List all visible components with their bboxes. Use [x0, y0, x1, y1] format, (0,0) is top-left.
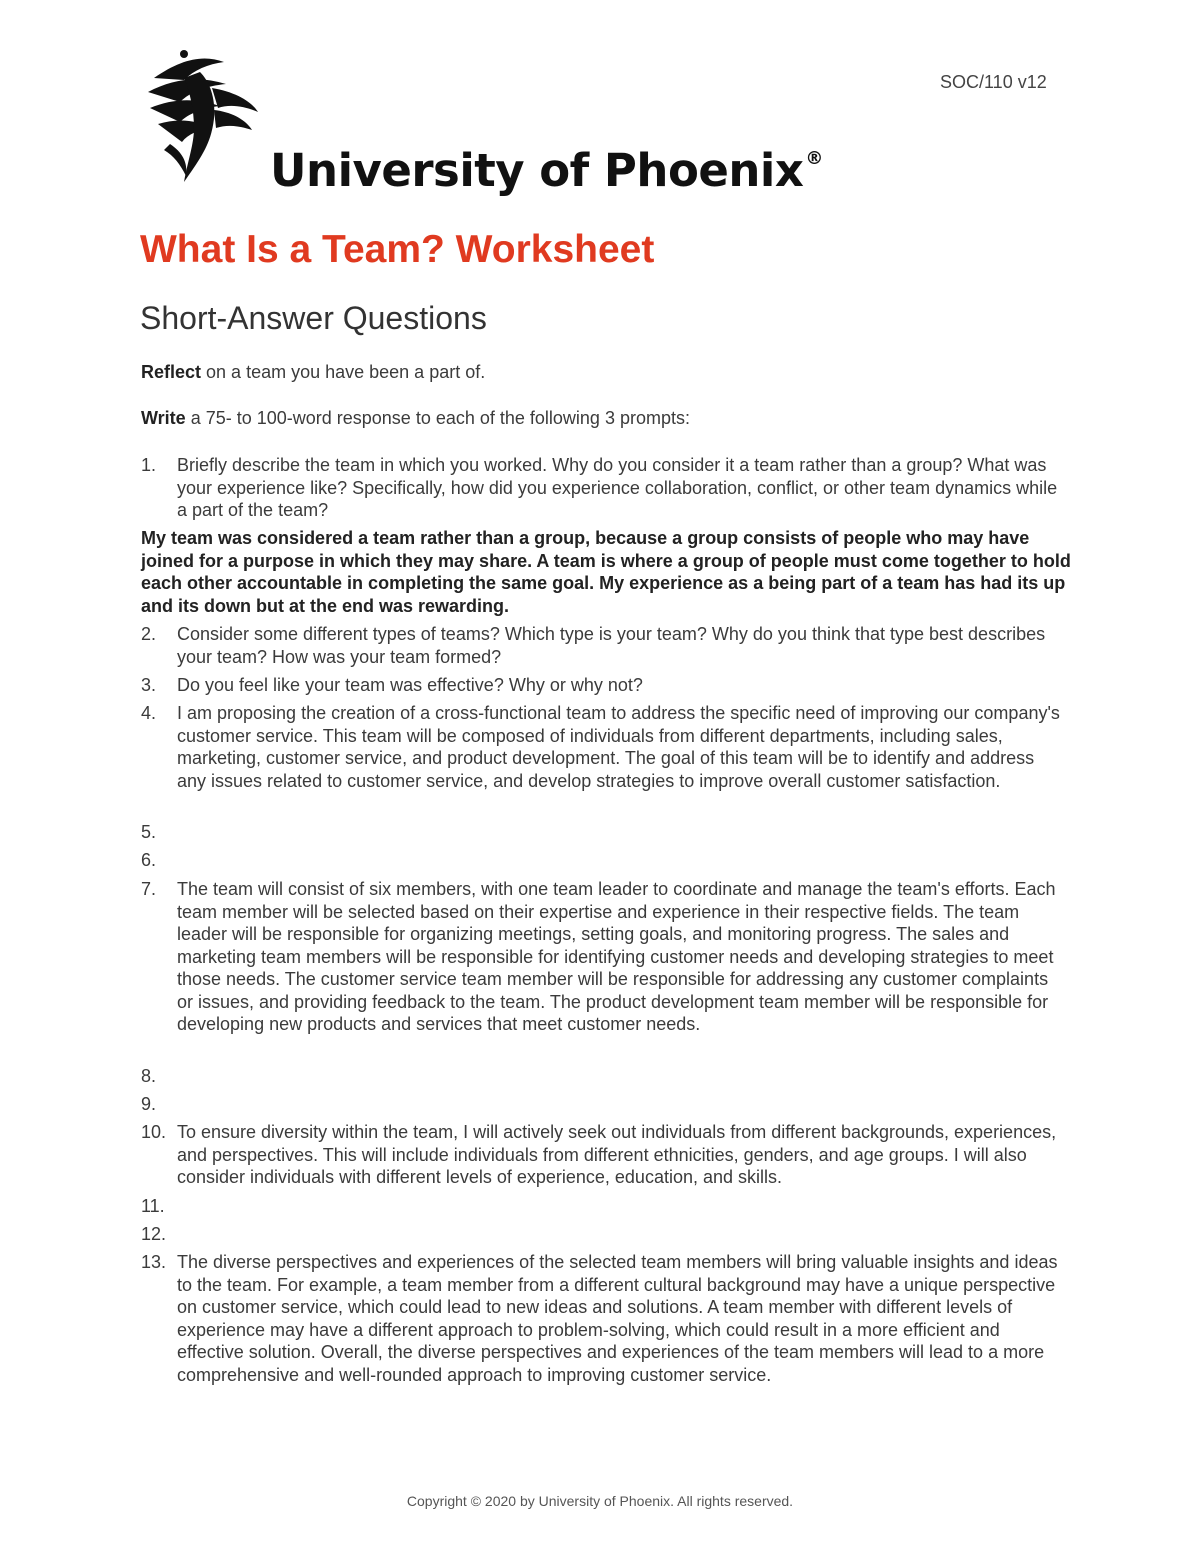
item-number: 5. [141, 822, 157, 842]
logo-wordmark: University of Phoenix ® [270, 144, 823, 197]
item-number: 2. [141, 624, 157, 644]
item-number: 13. [141, 1252, 167, 1272]
item-number: 9. [141, 1094, 157, 1114]
item-number: 12. [141, 1224, 167, 1244]
item-number: 10. [141, 1122, 167, 1142]
item-number: 3. [141, 675, 157, 695]
section-title: Short-Answer Questions [140, 300, 487, 336]
item-number: 7. [141, 879, 157, 899]
item-text: I am proposing the creation of a cross-functional team to address the specific need of improving our company's customer service. This team will be composed of individuals from different departments, including sales, marketing, customer service, and product development. The goal of this team will be to identify and address any issues related to customer service, and develop strategies to improve overall customer satisfaction. [177, 703, 1060, 791]
item-text: Briefly describe the team in which you worked. Why do you consider it a team rather than a group? What was your experience like? Specifically, how did you experience collaboration, conflict, or other team dynamics while a part of the team? [177, 455, 1058, 520]
item-text: The team will consist of six members, with one team leader to coordinate and manage the team's efforts. Each team member will be selected based on their expertise and experience in their respective fields. The team leader will be responsible for organizing meetings, setting goals, and monitoring progress. The sales and marketing team members will be responsible for identifying customer needs and developing strategies to meet those needs. The customer service team member will be responsible for addressing any customer complaints or issues, and providing feedback to the team. The product development team member will be responsible for developing new products and services that meet customer needs. [177, 879, 1056, 1034]
item-number: 1. [141, 455, 157, 475]
list-item [141, 1121, 1061, 1189]
course-code: SOC/110 v12 [940, 72, 1047, 92]
copyright-footer: Copyright © 2020 by University of Phoenix. All rights reserved. [406, 1493, 794, 1509]
item-number: 4. [141, 703, 157, 723]
item-text: Consider some different types of teams? Which type is your team? Why do you think that type best describes your team? How was your team formed? [177, 624, 1046, 667]
university-logo [140, 48, 823, 197]
list-item [141, 623, 1061, 668]
item-text: To ensure diversity within the team, I will actively seek out individuals from different backgrounds, experiences, and perspectives. This will include individuals from different ethnicities, genders, and age groups. I will also consider individuals with different levels of experience, education, and skills. [177, 1122, 1057, 1187]
list-item [141, 702, 1061, 792]
item-number: 8. [141, 1066, 157, 1086]
list-item [141, 454, 1061, 522]
list-item [141, 878, 1061, 1036]
item-number: 11. [141, 1196, 165, 1216]
item-number: 6. [141, 850, 157, 870]
list-item [141, 1251, 1061, 1386]
instruction-write: Write a 75- to 100-word response to each of the following 3 prompts: [141, 408, 690, 428]
item-text: Do you feel like your team was effective? Why or why not? [177, 675, 643, 695]
answer-text: My team was considered a team rather than a group, because a group consists of people who may have joined for a purpose in which they may share. A team is where a group of people must come together to hold each other accountable in completing the same goal. My experience as a being part of a team has had its up and its down but at the end was rewarding. [141, 528, 1071, 616]
page-title: What Is a Team? Worksheet [140, 228, 655, 271]
list-item [141, 674, 1061, 697]
phoenix-bird-icon [140, 48, 260, 188]
item-text: The diverse perspectives and experiences of the selected team members will bring valuable insights and ideas to the team. For example, a team member from a different cultural background may have a unique perspective on customer service, which could lead to new ideas and solutions. A team member with different levels of experience may have a different approach to problem-solving, which could result in a more efficient and effective solution. Overall, the diverse perspectives and experiences of the team members will lead to a more comprehensive and well-rounded approach to improving customer service. [177, 1252, 1058, 1385]
instruction-reflect: Reflect on a team you have been a part of. [141, 362, 486, 382]
